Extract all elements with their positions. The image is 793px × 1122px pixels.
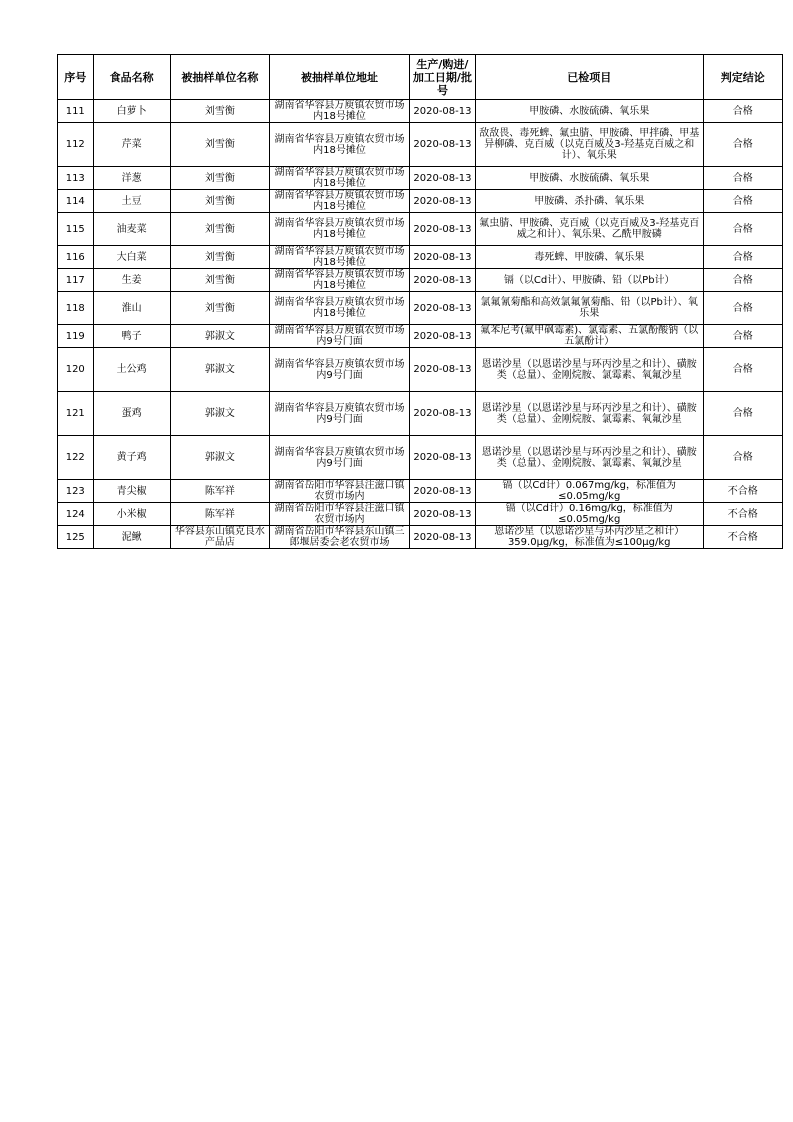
- cell-food-name: 白萝卜: [93, 100, 170, 123]
- header-food-name: 食品名称: [93, 55, 170, 100]
- cell-no: 113: [58, 167, 94, 190]
- table-row: [58, 348, 783, 392]
- cell-conclusion: 合格: [703, 213, 782, 246]
- header-unit-address: 被抽样单位地址: [270, 55, 410, 100]
- cell-no: 122: [58, 436, 94, 480]
- table-row: [58, 167, 783, 190]
- cell-unit-address: 湖南省华容县万庾镇农贸市场内9号门面: [270, 436, 410, 480]
- cell-unit-address: 湖南省华容县万庾镇农贸市场内18号摊位: [270, 292, 410, 325]
- cell-date: 2020-08-13: [410, 190, 476, 213]
- table-row: [58, 480, 783, 503]
- cell-unit-address: 湖南省华容县万庾镇农贸市场内18号摊位: [270, 123, 410, 167]
- cell-tested-items: 氟苯尼考(氟甲砜霉素)、氯霉素、五氯酚酸钠（以五氯酚计）: [475, 325, 703, 348]
- cell-food-name: 蛋鸡: [93, 392, 170, 436]
- cell-conclusion: 不合格: [703, 480, 782, 503]
- cell-food-name: 淮山: [93, 292, 170, 325]
- cell-food-name: 小米椒: [93, 503, 170, 526]
- cell-conclusion: 合格: [703, 392, 782, 436]
- table-row: [58, 190, 783, 213]
- cell-date: 2020-08-13: [410, 526, 476, 549]
- cell-no: 112: [58, 123, 94, 167]
- cell-conclusion: 合格: [703, 325, 782, 348]
- cell-date: 2020-08-13: [410, 348, 476, 392]
- header-tested-items: 已检项目: [475, 55, 703, 100]
- cell-no: 123: [58, 480, 94, 503]
- cell-sampled-unit: 刘雪衡: [170, 246, 269, 269]
- cell-conclusion: 合格: [703, 292, 782, 325]
- cell-tested-items: 甲胺磷、杀扑磷、氧乐果: [475, 190, 703, 213]
- cell-unit-address: 湖南省岳阳市华容县东山镇三郎堰居委会老农贸市场: [270, 526, 410, 549]
- cell-sampled-unit: 郭淑文: [170, 348, 269, 392]
- cell-unit-address: 湖南省岳阳市华容县注滋口镇农贸市场内: [270, 503, 410, 526]
- cell-no: 114: [58, 190, 94, 213]
- cell-conclusion: 合格: [703, 246, 782, 269]
- table-row: [58, 503, 783, 526]
- cell-unit-address: 湖南省华容县万庾镇农贸市场内18号摊位: [270, 213, 410, 246]
- cell-conclusion: 不合格: [703, 526, 782, 549]
- cell-unit-address: 湖南省华容县万庾镇农贸市场内9号门面: [270, 348, 410, 392]
- cell-unit-address: 湖南省岳阳市华容县注滋口镇农贸市场内: [270, 480, 410, 503]
- cell-tested-items: 镉（以Cd计）0.16mg/kg，标准值为≤0.05mg/kg: [475, 503, 703, 526]
- cell-tested-items: 氯氟氰菊酯和高效氯氟氰菊酯、铅（以Pb计）、氧乐果: [475, 292, 703, 325]
- cell-sampled-unit: 郭淑文: [170, 325, 269, 348]
- cell-tested-items: 恩诺沙星（以恩诺沙星与环丙沙星之和计）、磺胺类（总量）、金刚烷胺、氯霉素、氧氟沙星: [475, 348, 703, 392]
- cell-sampled-unit: 刘雪衡: [170, 123, 269, 167]
- cell-no: 116: [58, 246, 94, 269]
- cell-food-name: 大白菜: [93, 246, 170, 269]
- cell-conclusion: 合格: [703, 123, 782, 167]
- header-conclusion: 判定结论: [703, 55, 782, 100]
- cell-date: 2020-08-13: [410, 480, 476, 503]
- table-row: [58, 526, 783, 549]
- cell-date: 2020-08-13: [410, 123, 476, 167]
- cell-sampled-unit: 郭淑文: [170, 436, 269, 480]
- table-row: [58, 100, 783, 123]
- cell-tested-items: 敌敌畏、毒死蜱、氟虫腈、甲胺磷、甲拌磷、甲基异柳磷、克百威（以克百威及3-羟基克百威之和计）、氧乐果: [475, 123, 703, 167]
- cell-sampled-unit: 刘雪衡: [170, 100, 269, 123]
- cell-conclusion: 不合格: [703, 503, 782, 526]
- cell-conclusion: 合格: [703, 100, 782, 123]
- header-no: 序号: [58, 55, 94, 100]
- cell-conclusion: 合格: [703, 167, 782, 190]
- table-header-row: [58, 55, 783, 100]
- cell-sampled-unit: 陈军祥: [170, 480, 269, 503]
- cell-tested-items: 恩诺沙星（以恩诺沙星与环丙沙星之和计）、磺胺类（总量）、金刚烷胺、氯霉素、氧氟沙星: [475, 392, 703, 436]
- cell-no: 111: [58, 100, 94, 123]
- cell-food-name: 生姜: [93, 269, 170, 292]
- cell-tested-items: 镉（以Cd计）0.067mg/kg，标准值为≤0.05mg/kg: [475, 480, 703, 503]
- cell-sampled-unit: 郭淑文: [170, 392, 269, 436]
- inspection-results-table: [57, 54, 783, 549]
- cell-unit-address: 湖南省华容县万庾镇农贸市场内9号门面: [270, 392, 410, 436]
- cell-food-name: 黄子鸡: [93, 436, 170, 480]
- cell-sampled-unit: 刘雪衡: [170, 292, 269, 325]
- header-date-batch: 生产/购进/加工日期/批号: [410, 55, 476, 100]
- cell-conclusion: 合格: [703, 269, 782, 292]
- cell-date: 2020-08-13: [410, 436, 476, 480]
- table-row: [58, 269, 783, 292]
- cell-tested-items: 镉（以Cd计）、甲胺磷、铅（以Pb计）: [475, 269, 703, 292]
- cell-date: 2020-08-13: [410, 246, 476, 269]
- cell-no: 120: [58, 348, 94, 392]
- cell-conclusion: 合格: [703, 436, 782, 480]
- cell-tested-items: 甲胺磷、水胺硫磷、氧乐果: [475, 100, 703, 123]
- table-row: [58, 213, 783, 246]
- cell-date: 2020-08-13: [410, 269, 476, 292]
- cell-unit-address: 湖南省华容县万庾镇农贸市场内9号门面: [270, 325, 410, 348]
- cell-unit-address: 湖南省华容县万庾镇农贸市场内18号摊位: [270, 167, 410, 190]
- cell-food-name: 鸭子: [93, 325, 170, 348]
- cell-food-name: 油麦菜: [93, 213, 170, 246]
- cell-no: 119: [58, 325, 94, 348]
- cell-date: 2020-08-13: [410, 292, 476, 325]
- cell-food-name: 土公鸡: [93, 348, 170, 392]
- cell-unit-address: 湖南省华容县万庾镇农贸市场内18号摊位: [270, 100, 410, 123]
- cell-tested-items: 毒死蜱、甲胺磷、氧乐果: [475, 246, 703, 269]
- table-row: [58, 123, 783, 167]
- cell-no: 124: [58, 503, 94, 526]
- cell-date: 2020-08-13: [410, 213, 476, 246]
- cell-date: 2020-08-13: [410, 325, 476, 348]
- cell-food-name: 芹菜: [93, 123, 170, 167]
- cell-date: 2020-08-13: [410, 392, 476, 436]
- cell-food-name: 土豆: [93, 190, 170, 213]
- cell-sampled-unit: 刘雪衡: [170, 190, 269, 213]
- cell-date: 2020-08-13: [410, 100, 476, 123]
- cell-no: 121: [58, 392, 94, 436]
- table-body: [58, 100, 783, 549]
- cell-tested-items: 恩诺沙星（以恩诺沙星与环丙沙星之和计）359.0μg/kg，标准值为≤100μg/kg: [475, 526, 703, 549]
- cell-sampled-unit: 陈军祥: [170, 503, 269, 526]
- cell-conclusion: 合格: [703, 190, 782, 213]
- cell-sampled-unit: 刘雪衡: [170, 269, 269, 292]
- cell-no: 125: [58, 526, 94, 549]
- cell-food-name: 泥鳅: [93, 526, 170, 549]
- cell-tested-items: 氟虫腈、甲胺磷、克百威（以克百威及3-羟基克百威之和计）、氧乐果、乙酰甲胺磷: [475, 213, 703, 246]
- cell-no: 115: [58, 213, 94, 246]
- header-sampled-unit: 被抽样单位名称: [170, 55, 269, 100]
- table-row: [58, 392, 783, 436]
- cell-no: 117: [58, 269, 94, 292]
- cell-no: 118: [58, 292, 94, 325]
- table-row: [58, 246, 783, 269]
- cell-date: 2020-08-13: [410, 167, 476, 190]
- cell-sampled-unit: 刘雪衡: [170, 167, 269, 190]
- table-row: [58, 325, 783, 348]
- table-row: [58, 292, 783, 325]
- cell-unit-address: 湖南省华容县万庾镇农贸市场内18号摊位: [270, 190, 410, 213]
- cell-unit-address: 湖南省华容县万庾镇农贸市场内18号摊位: [270, 269, 410, 292]
- table-row: [58, 436, 783, 480]
- cell-tested-items: 甲胺磷、水胺硫磷、氧乐果: [475, 167, 703, 190]
- cell-tested-items: 恩诺沙星（以恩诺沙星与环丙沙星之和计）、磺胺类（总量）、金刚烷胺、氯霉素、氧氟沙星: [475, 436, 703, 480]
- cell-food-name: 洋葱: [93, 167, 170, 190]
- cell-sampled-unit: 华容县东山镇克良水产品店: [170, 526, 269, 549]
- cell-conclusion: 合格: [703, 348, 782, 392]
- cell-date: 2020-08-13: [410, 503, 476, 526]
- cell-unit-address: 湖南省华容县万庾镇农贸市场内18号摊位: [270, 246, 410, 269]
- cell-sampled-unit: 刘雪衡: [170, 213, 269, 246]
- cell-food-name: 青尖椒: [93, 480, 170, 503]
